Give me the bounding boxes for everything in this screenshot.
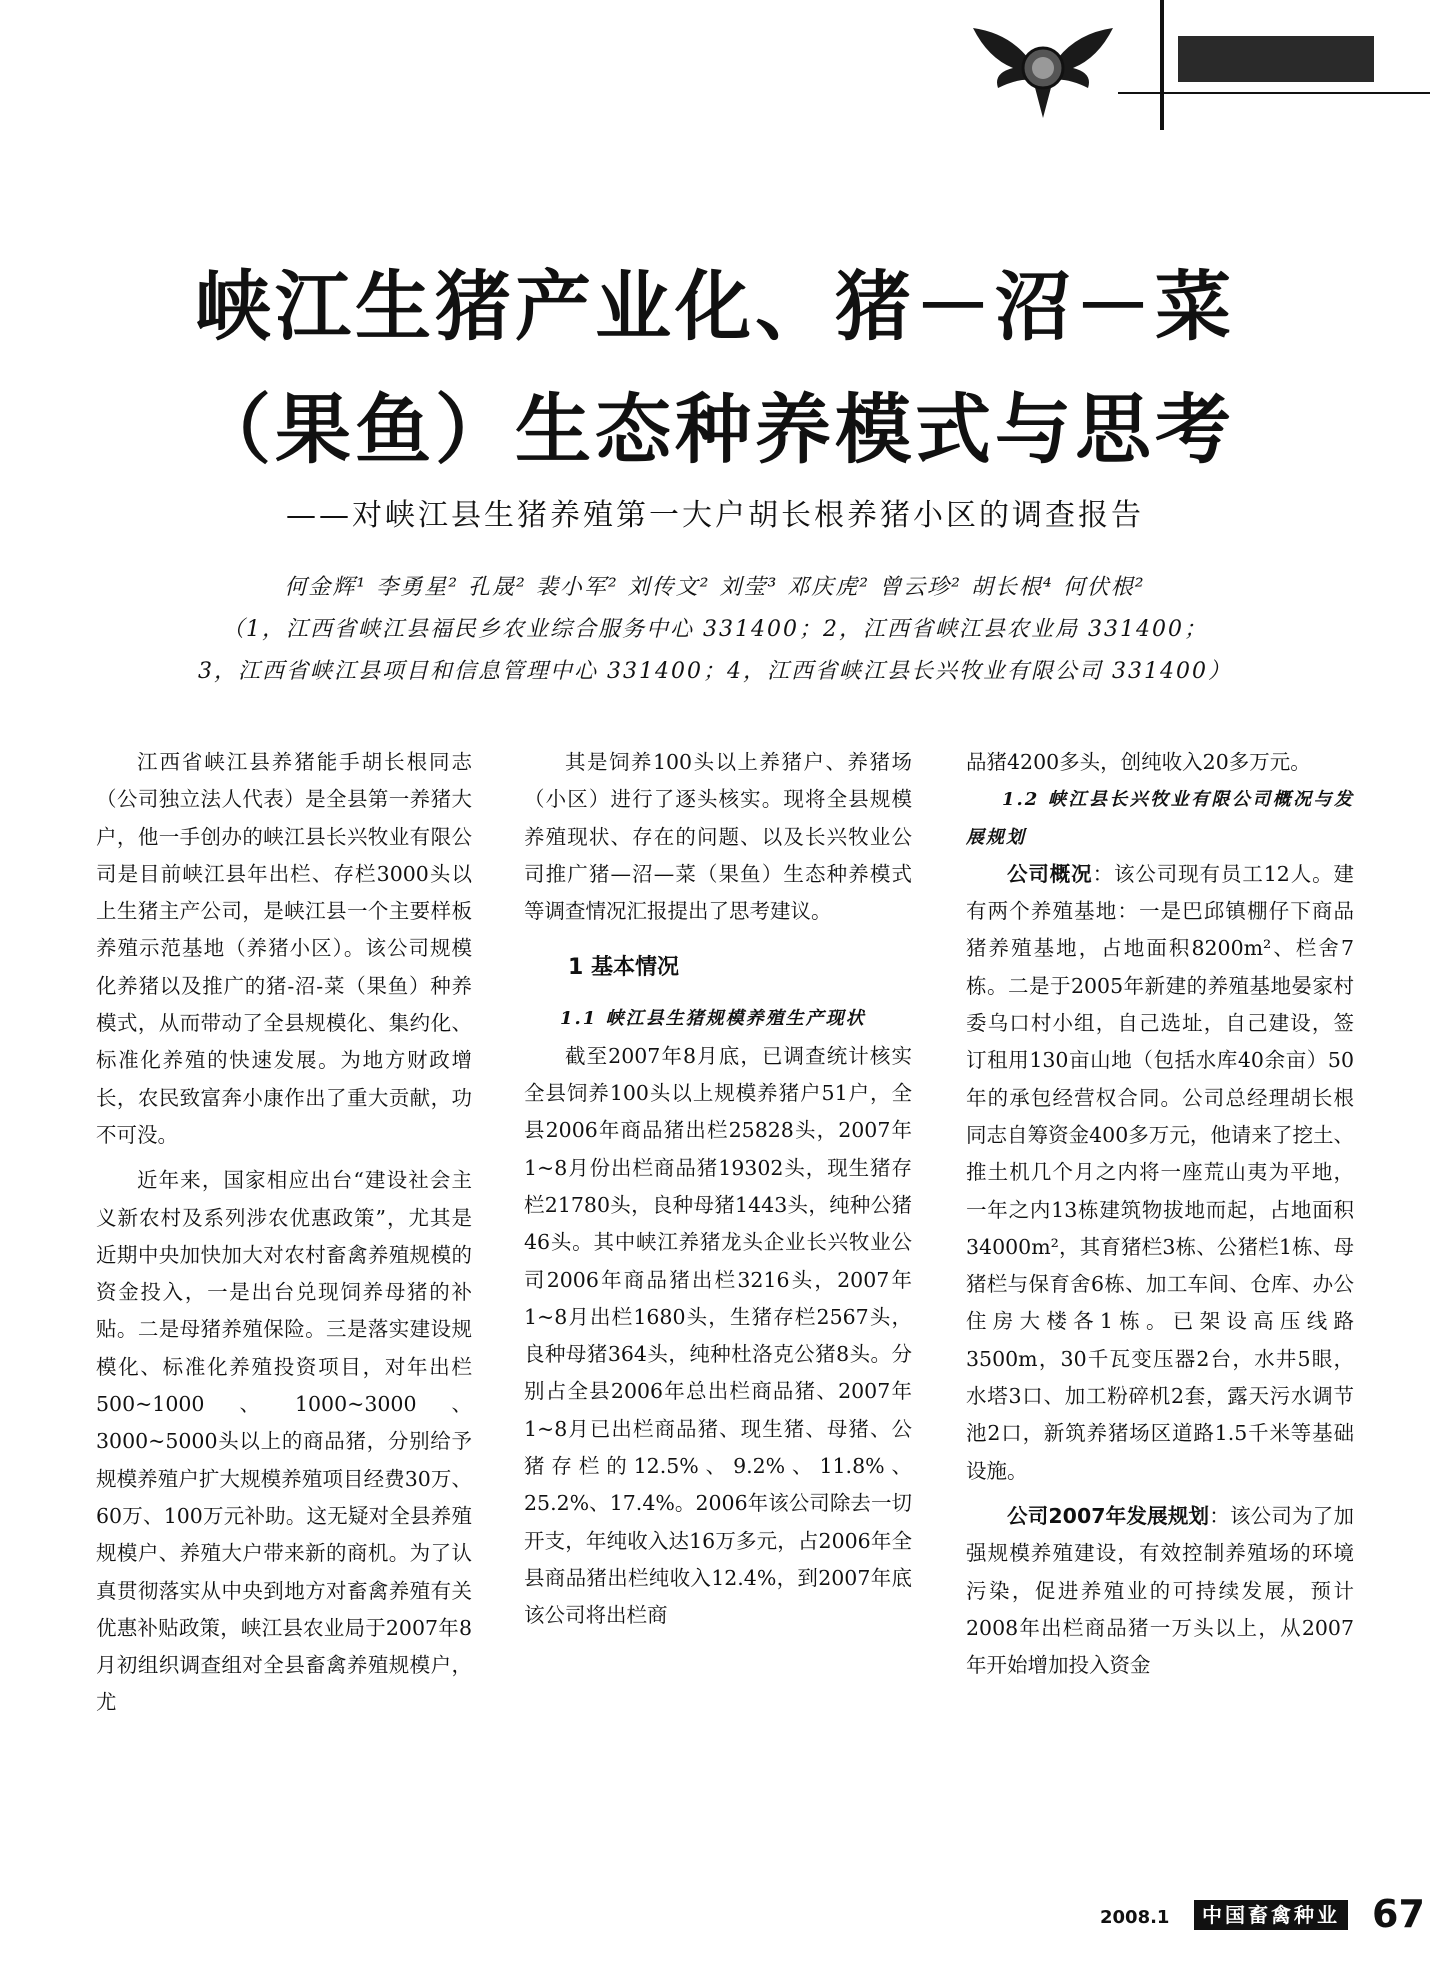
- article-subtitle: ——对峡江县生猪养殖第一大户胡长根养猪小区的调查报告: [286, 498, 1144, 533]
- affiliation-line-1: （1，江西省峡江县福民乡农业综合服务中心 331400；2，江西省峡江县农业局 331400；: [222, 617, 1208, 642]
- header-horizontal-rule: [1118, 92, 1430, 94]
- paragraph: 品猪4200多头，创纯收入20多万元。: [966, 750, 1311, 774]
- body-column-2: [524, 744, 912, 1635]
- run-in-heading: 公司2007年发展规划: [1007, 1503, 1210, 1528]
- header-black-bar: [1178, 36, 1374, 82]
- run-in-heading: 公司概况: [1007, 861, 1093, 886]
- affiliation-line-2: 3，江西省峡江县项目和信息管理中心 331400；4，江西省峡江县长兴牧业有限公司 331400）: [198, 659, 1232, 684]
- journal-name: 中国畜禽种业: [1194, 1900, 1348, 1930]
- subsection-heading: 1.2 峡江县长兴牧业有限公司概况与发展规划: [966, 789, 1354, 848]
- paragraph: 江西省峡江县养猪能手胡长根同志（公司独立法人代表）是全县第一养猪大户，他一手创办的峡江县长兴牧业有限公司是目前峡江县年出栏、存栏3000头以上生猪主产公司，是峡江县一个主要样板养殖示范基地（养猪小区）。该公司规模化养猪以及推广的猪-沼-菜（果鱼）种养模式，从而带动了全县规模化、集约化、标准化养殖的快速发展。为地方财政增长，农民致富奔小康作出了重大贡献，功不可没。: [96, 750, 472, 1147]
- paragraph: [966, 1498, 1354, 1684]
- header-vertical-rule: [1160, 0, 1164, 130]
- body-column-3: [966, 744, 1354, 1684]
- paragraph: [966, 856, 1354, 1490]
- paragraph-text: ：该公司为了加强规模养殖建设，有效控制养殖场的环境污染，促进养殖业的可持续发展，预计2008年出栏商品猪一万头以上，从2007年开始增加投入资金: [966, 1503, 1354, 1678]
- paragraph: 截至2007年8月底，已调查统计核实全县饲养100头以上规模养猪户51户，全县2006年商品猪出栏25828头，2007年1~8月份出栏商品猪19302头，现生猪存栏21780头，良种母猪1443头，纯种公猪46头。其中峡江养猪龙头企业长兴牧业公司2006年商品猪出栏3216头，2007年1~8月出栏1680头，生猪存栏2567头，良种母猪364头，纯种杜洛克公猪8头。分别占全县2006年总出栏商品猪、2007年1~8月已出栏商品猪、现生猪、母猪、公猪存栏的12.5%、9.2%、11.8%、25.2%、17.4%。2006年该公司除去一切开支，年纯收入达16万多元，占2006年全县商品猪出栏纯收入12.4%，到2007年底该公司将出栏商: [524, 1043, 912, 1628]
- article-title-line-2: （果鱼）生态种养模式与思考: [195, 385, 1235, 474]
- subsection-heading: 1.1 峡江县生猪规模养殖生产现状: [560, 1008, 866, 1030]
- paragraph: 近年来，国家相应出台“建设社会主义新农村及系列涉农优惠政策”，尤其是近期中央加快加大对农村畜禽养殖规模的资金投入，一是出台兑现饲养母猪的补贴。二是母猪养殖保险。三是落实建设规模化、标准化养殖投资项目，对年出栏500~1000、1000~3000、3000~5000头以上的商品猪，分别给予规模养殖户扩大规模养殖项目经费30万、60万、100万元补助。这无疑对全县养殖规模户、养殖大户带来新的商机。为了认真贯彻落实从中央到地方对畜禽养殖有关优惠补贴政策，峡江县农业局于2007年8月初组织调查组对全县畜禽养殖规模户，尤: [96, 1168, 472, 1715]
- paragraph: 其是饲养100头以上养猪户、养猪场（小区）进行了逐头核实。现将全县规模养殖现状、存在的问题、以及长兴牧业公司推广猪—沼—菜（果鱼）生态种养模式等调查情况汇报提出了思考建议。: [524, 750, 912, 924]
- section-heading: 1 基本情况: [568, 955, 679, 981]
- body-column-1: [96, 744, 472, 1722]
- page-number: 67: [1372, 1892, 1425, 1936]
- author-list: 何金辉¹ 李勇星² 孔晟² 裴小军² 刘传文² 刘莹³ 邓庆虎² 曾云珍² 胡长根⁴ 何伏根²: [284, 575, 1146, 600]
- article-title-line-1: 峡江生猪产业化、猪－沼－菜: [195, 262, 1235, 351]
- journal-emblem-icon: [968, 18, 1118, 128]
- issue-date: 2008.1: [1100, 1907, 1170, 1928]
- paragraph-text: ：该公司现有员工12人。建有两个养殖基地：一是巴邱镇棚仔下商品猪养殖基地，占地面积8200m²、栏舍7栋。二是于2005年新建的养殖基地晏家村委乌口村小组，自己选址，自己建设，签订租用130亩山地（包括水库40余亩）50年的承包经营权合同。公司总经理胡长根同志自筹资金400多万元，他请来了挖土、推土机几个月之内将一座荒山夷为平地，一年之内13栋建筑物拔地而起，占地面积34000m²，其育猪栏3栋、公猪栏1栋、母猪栏与保育舍6栋、加工车间、仓库、办公住房大楼各1栋。已架设高压线路3500m，30千瓦变压器2台，水井5眼，水塔3口、加工粉碎机2套，露天污水调节池2口，新筑养猪场区道路1.5千米等基础设施。: [966, 861, 1354, 1483]
